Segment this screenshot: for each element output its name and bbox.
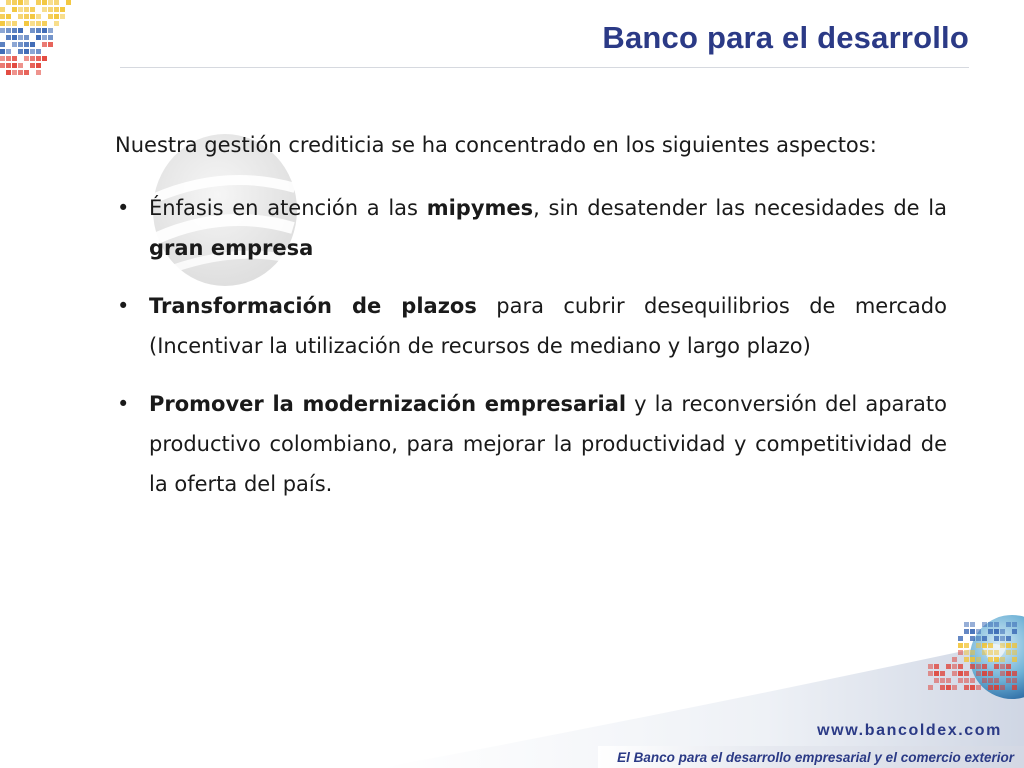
mosaic-tile <box>42 21 47 26</box>
mosaic-tile <box>24 42 29 47</box>
corner-mosaic-logo <box>0 0 80 80</box>
mosaic-tile <box>934 671 939 676</box>
mosaic-tile <box>48 14 53 19</box>
mosaic-tile <box>958 650 963 655</box>
mosaic-tile <box>1012 678 1017 683</box>
bullet-text: y la reconversión del aparato productivo colombiano, para mejorar la productividad y competitividad de la oferta del país. <box>149 392 947 496</box>
mosaic-tile <box>18 49 23 54</box>
mosaic-tile <box>952 671 957 676</box>
mosaic-tile <box>988 629 993 634</box>
mosaic-tile <box>54 0 59 5</box>
mosaic-tile <box>958 636 963 641</box>
bullet-item <box>115 286 947 366</box>
mosaic-tile <box>1006 622 1011 627</box>
mosaic-tile <box>0 28 5 33</box>
footer-website-link[interactable]: www.bancoldex.com <box>817 722 1002 739</box>
mosaic-tile <box>964 622 969 627</box>
mosaic-tile <box>994 650 999 655</box>
mosaic-tile <box>1000 636 1005 641</box>
mosaic-tile <box>994 629 999 634</box>
mosaic-tile <box>36 35 41 40</box>
mosaic-tile <box>1012 685 1017 690</box>
mosaic-tile <box>6 49 11 54</box>
mosaic-tile <box>30 21 35 26</box>
mosaic-tile <box>30 63 35 68</box>
title-divider <box>120 67 969 68</box>
mosaic-tile <box>12 28 17 33</box>
mosaic-tile <box>982 643 987 648</box>
mosaic-tile <box>6 70 11 75</box>
mosaic-tile <box>994 664 999 669</box>
bullet-marker: • <box>117 294 130 318</box>
mosaic-tile <box>958 664 963 669</box>
mosaic-tile <box>24 49 29 54</box>
mosaic-tile <box>964 685 969 690</box>
mosaic-tile <box>24 35 29 40</box>
slide-body <box>115 130 947 522</box>
bullet-emphasis: Transformación de plazos <box>149 294 477 318</box>
mosaic-tile <box>958 643 963 648</box>
mosaic-tile <box>30 49 35 54</box>
bullet-emphasis: gran empresa <box>149 236 314 260</box>
mosaic-tile <box>36 0 41 5</box>
mosaic-tile <box>24 14 29 19</box>
mosaic-tile <box>982 636 987 641</box>
mosaic-tile <box>1006 643 1011 648</box>
mosaic-tile <box>976 685 981 690</box>
mosaic-tile <box>48 42 53 47</box>
mosaic-tile <box>970 678 975 683</box>
mosaic-tile <box>60 14 65 19</box>
mosaic-tile <box>54 21 59 26</box>
mosaic-tile <box>42 56 47 61</box>
mosaic-tile <box>958 671 963 676</box>
mosaic-tile <box>1012 643 1017 648</box>
mosaic-tile <box>982 671 987 676</box>
mosaic-tile <box>6 0 11 5</box>
mosaic-tile <box>24 0 29 5</box>
mosaic-tile <box>934 664 939 669</box>
bullet-text: Énfasis en atención a las <box>149 196 427 220</box>
footer-mosaic-logo <box>928 622 1024 694</box>
mosaic-tile <box>1006 650 1011 655</box>
slide-title: Banco para el desarrollo <box>602 20 969 55</box>
mosaic-tile <box>940 678 945 683</box>
mosaic-tile <box>970 622 975 627</box>
mosaic-tile <box>982 650 987 655</box>
mosaic-tile <box>12 63 17 68</box>
mosaic-tile <box>30 14 35 19</box>
mosaic-tile <box>12 42 17 47</box>
mosaic-tile <box>12 70 17 75</box>
mosaic-tile <box>1012 622 1017 627</box>
mosaic-tile <box>60 7 65 12</box>
mosaic-tile <box>1006 678 1011 683</box>
mosaic-tile <box>946 664 951 669</box>
mosaic-tile <box>36 49 41 54</box>
mosaic-tile <box>952 685 957 690</box>
mosaic-tile <box>18 42 23 47</box>
mosaic-tile <box>964 657 969 662</box>
mosaic-tile <box>1000 643 1005 648</box>
mosaic-tile <box>48 28 53 33</box>
mosaic-tile <box>958 678 963 683</box>
mosaic-tile <box>1012 671 1017 676</box>
mosaic-tile <box>1000 671 1005 676</box>
mosaic-tile <box>982 622 987 627</box>
mosaic-tile <box>976 664 981 669</box>
mosaic-tile <box>976 657 981 662</box>
mosaic-tile <box>0 63 5 68</box>
mosaic-tile <box>994 678 999 683</box>
mosaic-tile <box>928 671 933 676</box>
mosaic-tile <box>946 685 951 690</box>
mosaic-tile <box>36 56 41 61</box>
mosaic-tile <box>36 70 41 75</box>
mosaic-tile <box>18 14 23 19</box>
mosaic-tile <box>994 622 999 627</box>
mosaic-tile <box>30 42 35 47</box>
mosaic-tile <box>18 0 23 5</box>
bullet-text: para cubrir desequilibrios de mercado (Incentivar la utilización de recursos de mediano y largo plazo) <box>149 294 947 358</box>
mosaic-tile <box>30 7 35 12</box>
bullet-marker: • <box>117 392 130 416</box>
mosaic-tile <box>1006 664 1011 669</box>
mosaic-tile <box>42 42 47 47</box>
mosaic-tile <box>18 7 23 12</box>
mosaic-tile <box>994 636 999 641</box>
mosaic-tile <box>12 35 17 40</box>
mosaic-tile <box>970 629 975 634</box>
mosaic-tile <box>970 664 975 669</box>
mosaic-tile <box>0 42 5 47</box>
mosaic-tile <box>1012 657 1017 662</box>
intro-paragraph: Nuestra gestión crediticia se ha concentrado en los siguientes aspectos: <box>115 133 877 157</box>
mosaic-tile <box>952 657 957 662</box>
mosaic-tile <box>1012 629 1017 634</box>
mosaic-tile <box>36 28 41 33</box>
mosaic-tile <box>0 7 5 12</box>
bullet-item <box>115 188 947 268</box>
mosaic-tile <box>928 685 933 690</box>
mosaic-tile <box>0 14 5 19</box>
mosaic-tile <box>1006 636 1011 641</box>
mosaic-tile <box>976 636 981 641</box>
mosaic-tile <box>970 636 975 641</box>
mosaic-tile <box>976 671 981 676</box>
mosaic-tile <box>6 28 11 33</box>
mosaic-tile <box>12 21 17 26</box>
mosaic-tile <box>6 21 11 26</box>
mosaic-tile <box>964 671 969 676</box>
mosaic-tile <box>6 35 11 40</box>
mosaic-tile <box>66 0 71 5</box>
mosaic-tile <box>988 650 993 655</box>
mosaic-tile <box>24 21 29 26</box>
mosaic-tile <box>18 28 23 33</box>
mosaic-tile <box>0 49 5 54</box>
mosaic-tile <box>36 21 41 26</box>
mosaic-tile <box>1000 629 1005 634</box>
mosaic-tile <box>42 35 47 40</box>
mosaic-tile <box>24 70 29 75</box>
mosaic-tile <box>48 0 53 5</box>
mosaic-tile <box>976 629 981 634</box>
mosaic-tile <box>1006 671 1011 676</box>
mosaic-tile <box>1000 685 1005 690</box>
mosaic-tile <box>42 28 47 33</box>
footer-tagline: El Banco para el desarrollo empresarial y el comercio exterior <box>617 750 1014 765</box>
bullet-list <box>115 188 947 504</box>
mosaic-tile <box>18 63 23 68</box>
mosaic-tile <box>970 685 975 690</box>
mosaic-tile <box>18 70 23 75</box>
bullet-emphasis: Promover la modernización empresarial <box>149 392 627 416</box>
mosaic-tile <box>976 643 981 648</box>
mosaic-tile <box>988 671 993 676</box>
mosaic-tile <box>42 0 47 5</box>
mosaic-tile <box>6 56 11 61</box>
mosaic-tile <box>30 56 35 61</box>
bullet-text: , sin desatender las necesidades de la <box>533 196 947 220</box>
mosaic-tile <box>24 7 29 12</box>
mosaic-tile <box>994 685 999 690</box>
mosaic-tile <box>54 7 59 12</box>
mosaic-tile <box>964 643 969 648</box>
mosaic-tile <box>0 21 5 26</box>
mosaic-tile <box>6 14 11 19</box>
mosaic-tile <box>940 685 945 690</box>
mosaic-tile <box>12 0 17 5</box>
mosaic-tile <box>982 678 987 683</box>
mosaic-tile <box>988 622 993 627</box>
mosaic-tile <box>970 657 975 662</box>
mosaic-tile <box>6 63 11 68</box>
mosaic-tile <box>940 671 945 676</box>
mosaic-tile <box>12 7 17 12</box>
mosaic-tile <box>988 643 993 648</box>
mosaic-tile <box>946 678 951 683</box>
mosaic-tile <box>964 678 969 683</box>
footer-swoosh-decoration <box>0 598 1024 768</box>
mosaic-tile <box>982 664 987 669</box>
mosaic-tile <box>988 685 993 690</box>
mosaic-tile <box>18 35 23 40</box>
mosaic-tile <box>48 35 53 40</box>
mosaic-tile <box>1000 657 1005 662</box>
mosaic-tile <box>964 650 969 655</box>
mosaic-tile <box>48 7 53 12</box>
mosaic-tile <box>42 7 47 12</box>
mosaic-tile <box>970 650 975 655</box>
mosaic-tile <box>36 14 41 19</box>
bullet-marker: • <box>117 196 130 220</box>
mosaic-tile <box>1000 664 1005 669</box>
mosaic-tile <box>952 664 957 669</box>
mosaic-tile <box>928 664 933 669</box>
mosaic-tile <box>24 56 29 61</box>
mosaic-tile <box>12 56 17 61</box>
mosaic-tile <box>54 14 59 19</box>
mosaic-tile <box>0 56 5 61</box>
mosaic-tile <box>988 678 993 683</box>
mosaic-tile <box>994 657 999 662</box>
mosaic-tile <box>36 63 41 68</box>
bullet-item <box>115 384 947 504</box>
mosaic-tile <box>934 678 939 683</box>
mosaic-tile <box>964 629 969 634</box>
mosaic-tile <box>30 28 35 33</box>
bullet-emphasis: mipymes <box>426 196 534 220</box>
mosaic-tile <box>988 657 993 662</box>
mosaic-tile <box>1012 650 1017 655</box>
